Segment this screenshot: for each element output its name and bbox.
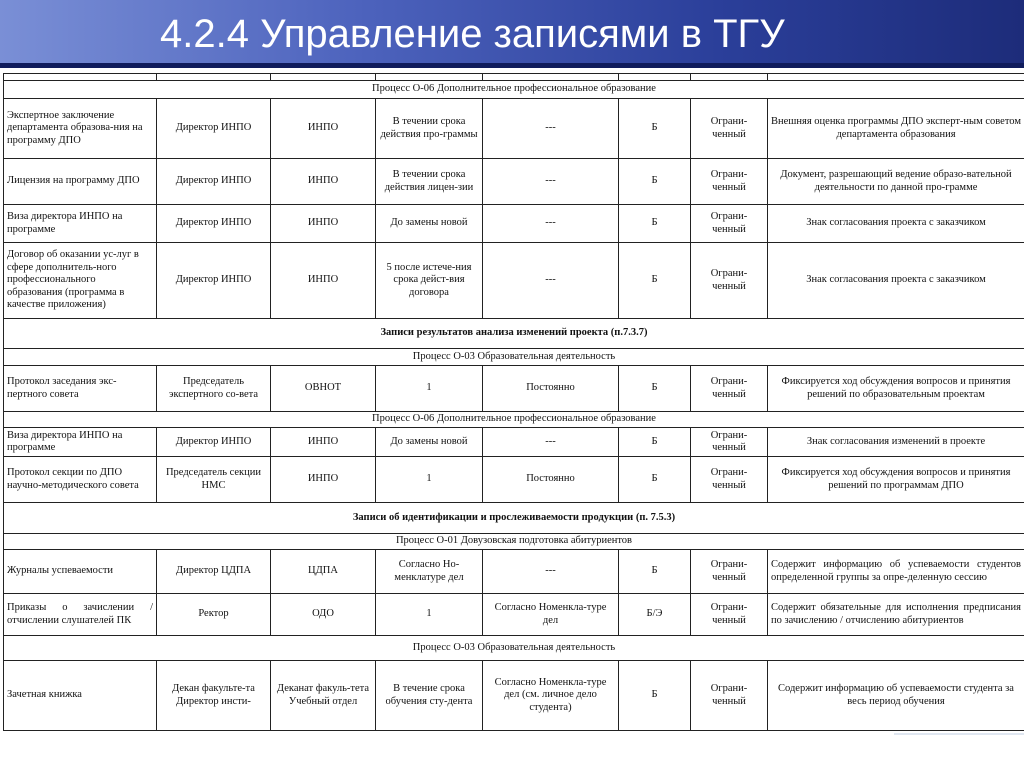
record-name: Лицензия на программу ДПО [4,159,157,205]
record-name: Протокол заседания экс-пертного совета [4,366,157,412]
storage-unit: ИНПО [271,457,376,503]
table-row [4,428,1024,457]
responsible: Директор ИНПО [157,428,271,457]
title-underline [0,63,1024,68]
section-row [4,319,1024,349]
storage-unit: ИНПО [271,99,376,159]
responsible: Ректор [157,594,271,636]
access-level: Ограни-ченный [691,594,768,636]
media-type: Б [619,99,691,159]
storage-unit: ИНПО [271,243,376,319]
responsible: Директор ИНПО [157,159,271,205]
record-name: Зачетная книжка [4,661,157,731]
table-row [4,159,1024,205]
responsible: Председатель секции НМС [157,457,271,503]
slide-title: 4.2.4 Управление записями в ТГУ [160,12,785,56]
retention-period: Согласно Но-менклатуре дел [376,550,483,594]
record-name: Журналы успеваемости [4,550,157,594]
responsible: Председатель экспертного со-вета [157,366,271,412]
storage-unit: ОВНОТ [271,366,376,412]
archive-period: Согласно Номенкла-туре дел [483,594,619,636]
responsible: Директор ИНПО [157,243,271,319]
media-type: Б [619,457,691,503]
media-type: Б [619,205,691,243]
process-row [4,412,1024,428]
archive-period: Постоянно [483,457,619,503]
record-name: Договор об оказании ус-луг в сфере дополнитель-ного профессионального образования (программа в качестве приложения) [4,243,157,319]
media-type: Б [619,661,691,731]
access-level: Ограни-ченный [691,243,768,319]
table-row [4,205,1024,243]
record-description: Знак согласования проекта с заказчиком [768,243,1024,319]
media-type: Б [619,550,691,594]
record-description: Документ, разрешающий ведение образо-вательной деятельности по данной про-грамме [768,159,1024,205]
table-row [4,366,1024,412]
table-row [4,594,1024,636]
archive-period: --- [483,99,619,159]
record-name: Виза директора ИНПО на программе [4,205,157,243]
retention-period: До замены новой [376,428,483,457]
access-level: Ограни-ченный [691,457,768,503]
archive-period: --- [483,243,619,319]
retention-period: 1 [376,366,483,412]
retention-period: В течение срока обучения сту-дента [376,661,483,731]
table-row [4,243,1024,319]
title-bar [0,0,1024,68]
slide-footer [0,733,1024,768]
storage-unit: ОДО [271,594,376,636]
media-type: Б [619,366,691,412]
storage-unit: ЦДПА [271,550,376,594]
access-level: Ограни-ченный [691,205,768,243]
footer-divider [894,733,1024,735]
process-row [4,636,1024,661]
archive-period: --- [483,550,619,594]
archive-period: Постоянно [483,366,619,412]
records-table [3,73,1024,731]
record-name: Виза директора ИНПО на программе [4,428,157,457]
retention-period: До замены новой [376,205,483,243]
media-type: Б/Э [619,594,691,636]
record-description: Содержит информацию об успеваемости студента за весь период обучения [768,661,1024,731]
media-type: Б [619,159,691,205]
record-description: Фиксируется ход обсуждения вопросов и принятия решений по образовательным проектам [768,366,1024,412]
section-label: Записи об идентификации и прослеживаемости продукции (п. 7.5.3) [4,503,1024,534]
record-name: Протокол секции по ДПО научно-методического совета [4,457,157,503]
responsible: Директор ИНПО [157,99,271,159]
responsible: Директор ИНПО [157,205,271,243]
archive-period: --- [483,205,619,243]
record-description: Содержит обязательные для исполнения предписания по зачислению / отчислению абитуриентов [768,594,1024,636]
storage-unit: ИНПО [271,428,376,457]
table-row [4,457,1024,503]
table-row [4,99,1024,159]
storage-unit: ИНПО [271,205,376,243]
record-name: Экспертное заключение департамента образова-ния на программу ДПО [4,99,157,159]
retention-period: В течении срока действия лицен-зии [376,159,483,205]
process-label: Процесс О-03 Образовательная деятельность [4,636,1024,661]
access-level: Ограни-ченный [691,428,768,457]
retention-period: 1 [376,594,483,636]
retention-period: 5 после истече-ния срока дейст-вия договора [376,243,483,319]
record-description: Знак согласования проекта с заказчиком [768,205,1024,243]
table-row [4,550,1024,594]
access-level: Ограни-ченный [691,661,768,731]
process-label: Процесс О-06 Дополнительное профессиональное образование [4,412,1024,428]
access-level: Ограни-ченный [691,366,768,412]
process-row [4,534,1024,550]
retention-period: В течении срока действия про-граммы [376,99,483,159]
table-row [4,661,1024,731]
process-row [4,349,1024,366]
process-row [4,81,1024,99]
storage-unit: ИНПО [271,159,376,205]
process-label: Процесс О-03 Образовательная деятельность [4,349,1024,366]
section-row [4,503,1024,534]
media-type: Б [619,428,691,457]
record-description: Внешняя оценка программы ДПО эксперт-ным советом департамента образования [768,99,1024,159]
archive-period: --- [483,159,619,205]
table-header-stub [4,74,1024,81]
record-name: Приказы о зачислении / отчислении слушателей ПК [4,594,157,636]
process-label: Процесс О-01 Довузовская подготовка абитуриентов [4,534,1024,550]
records-document [3,73,1024,733]
responsible: Декан факульте-та Директор инсти- [157,661,271,731]
access-level: Ограни-ченный [691,99,768,159]
retention-period: 1 [376,457,483,503]
archive-period: --- [483,428,619,457]
record-description: Фиксируется ход обсуждения вопросов и принятия решений по программам ДПО [768,457,1024,503]
access-level: Ограни-ченный [691,159,768,205]
process-label: Процесс О-06 Дополнительное профессиональное образование [4,81,1024,99]
section-label: Записи результатов анализа изменений проекта (п.7.3.7) [4,319,1024,349]
record-description: Знак согласования изменений в проекте [768,428,1024,457]
access-level: Ограни-ченный [691,550,768,594]
media-type: Б [619,243,691,319]
record-description: Содержит информацию об успеваемости студентов определенной группы за опре-деленную сессию [768,550,1024,594]
responsible: Директор ЦДПА [157,550,271,594]
archive-period: Согласно Номенкла-туре дел (см. личное дело студента) [483,661,619,731]
storage-unit: Деканат факуль-тета Учебный отдел [271,661,376,731]
